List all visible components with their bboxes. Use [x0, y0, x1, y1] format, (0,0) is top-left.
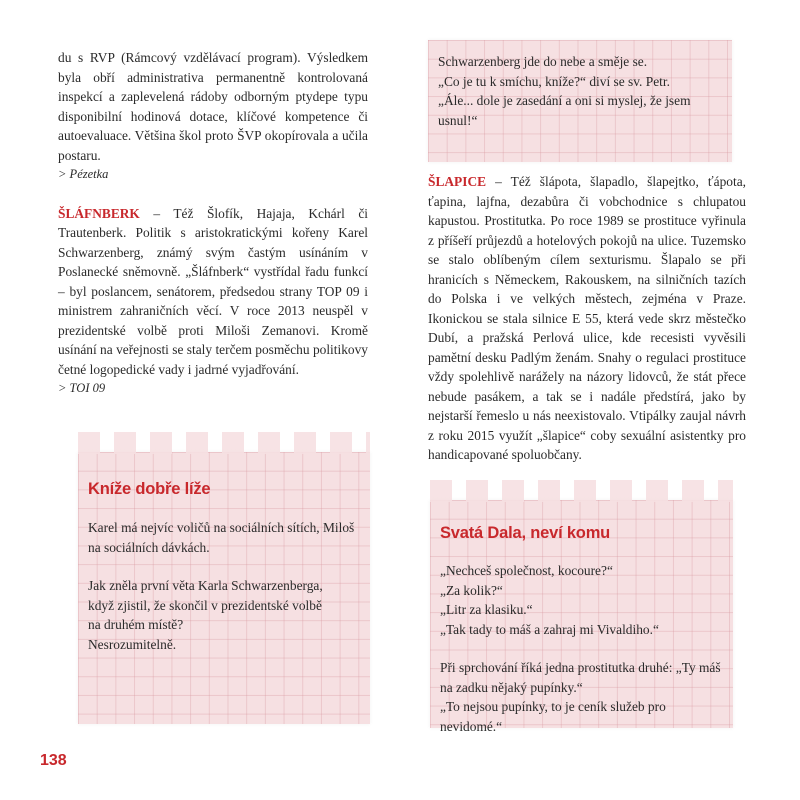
note-title: Kníže dobře líže [88, 480, 211, 498]
note-text [88, 518, 360, 654]
note-text [440, 561, 723, 736]
note-title: Svatá Dala, neví komu [440, 524, 611, 542]
joke-line: „Nechceš společnost, kocoure?“ [440, 563, 613, 578]
joke-line: „Litr za klasiku.“ [440, 602, 533, 617]
left-column [58, 48, 368, 399]
entry-slapice [428, 172, 746, 465]
intro-reference: > Pézetka [58, 167, 109, 181]
entry-headword: ŠLÁFNBERK [58, 205, 140, 221]
joke-line: Jak zněla první věta Karla Schwarzenberga, [88, 578, 323, 593]
joke-note-right [430, 500, 733, 734]
right-column [428, 172, 746, 465]
entry-reference: > TOI 09 [58, 381, 106, 395]
intro-text: du s RVP (Rámcový vzdělávací program). Výsledkem byla obří administrativa permanentně kontrolovaná inspekcí a zaplevelená rádoby odborným ptydepe typu disponibilní hodinová dotace, klíčové kompetence či autoevaluace. Většina škol proto ŠVP okopírovala a učila postaru. [58, 50, 368, 163]
joke-text: Při sprchování říká jedna prostitutka druhé: „Ty máš na zadku nějaký pupínky.“ [440, 660, 721, 695]
entry-text: – Též šlápota, šlapadlo, šlapejtko, ťápota, ťapina, lajfna, dezabůra či vobchodnice s chlupatou kapustou. Prostitutka. Po roce 1989 se prostituce vyřinula z příšeří průjezdů a hotelových pokojů na ulice. Tuzemsko se stalo oblíbeným cílem sexturismu. Šlapalo se při hranicích s Německem, Rakouskem, na silničních tazích do Polska i ve velkých městech, zejména v Praze. Ikonickou se stala silnice E 55, která vede skrz městečko Dubí, a pražská Perlová ulice, kde recesisti vyvěsili pamětní desku Padlým ženám. Snahy o regulaci prostituce vždy spolehlivě narážely na názory lidovců, že stát přece nebude pasákem, a tak se i nadále předstírá, jako by nejstarší řemeslo u nás neexistovalo. Vtipálky zaujal návrh z roku 2015 využít „šlapice“ coby sexuální asistentky pro handicapované spoluobčany. [428, 174, 746, 462]
intro-paragraph [58, 48, 368, 185]
joke-line: „Za kolik?“ [440, 582, 503, 598]
joke-line: Nesrozumitelně. [88, 636, 177, 652]
joke-note-top [428, 40, 732, 162]
joke-text: „To nejsou pupínky, to je ceník služeb pro nevidomé.“ [440, 699, 666, 734]
note-body [438, 52, 724, 130]
joke-text: Karel má nejvíc voličů na sociálních sítích, Miloš na sociálních dávkách. [88, 520, 355, 555]
page-number: 138 [40, 752, 67, 769]
entry-text: – Též Šlofík, Hajaja, Kchárl či Trautenberk. Politik s aristokratickými kořeny Karel Schwarzenberg, známý svým častým usínáním v Poslanecké sněmovně. „Šláfnberk“ vystřídal řadu funkcí – byl poslancem, senátorem, předsedou strany TOP 09 i ministrem zahraničních věcí. V roce 2013 neuspěl v prezidentské volbě proti Miloši Zemanovi. Kromě usínání na veřejnosti se staly terčem posměchu politikovy četné logopedické vady i jadrné vyjadřování. [58, 205, 368, 377]
joke-line: „Tak tady to máš a zahraj mi Vivaldiho.“ [440, 621, 659, 637]
note-line: Schwarzenberg jde do nebe a směje se. [438, 54, 648, 69]
entry-headword: ŠLAPICE [428, 174, 487, 189]
torn-paper-edge [430, 480, 733, 502]
joke-line: na druhém místě? [88, 617, 184, 632]
note-line: „Ále... dole je zasedání a oni si myslej, že jsem usnul!“ [438, 93, 691, 128]
entry-slafnberk [58, 204, 368, 399]
torn-paper-edge [78, 432, 370, 454]
joke-line: když zjistil, že skončil v prezidentské volbě [88, 597, 322, 613]
joke-note-left [78, 452, 370, 724]
note-line: „Co je tu k smíchu, kníže?“ diví se sv. Petr. [438, 73, 670, 89]
